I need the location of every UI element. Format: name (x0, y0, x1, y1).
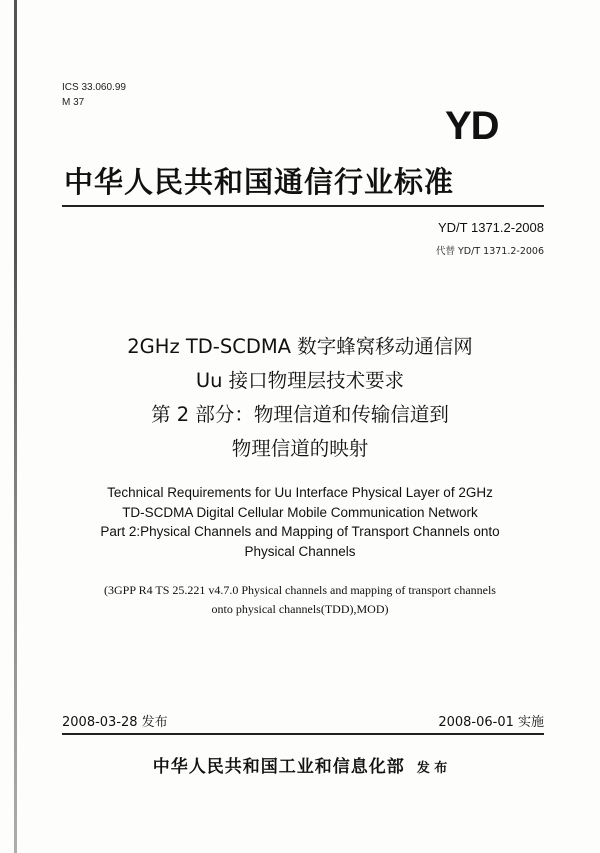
chinese-title-line: Uu 接口物理层技术要求 (195, 369, 405, 392)
implementation-date: 2008-06-01 实施 (438, 715, 544, 730)
english-title-line: Technical Requirements for Uu Interface Physical Layer of 2GHz (107, 485, 493, 500)
classification-code: M 37 (62, 97, 85, 108)
replaces-standard: 代替 YD/T 1371.2-2006 (435, 246, 544, 257)
top-divider (62, 205, 544, 207)
chinese-title-line: 物理信道的映射 (231, 437, 369, 460)
yd-logo: YD (445, 104, 499, 148)
reference-line: onto physical channels(TDD),MOD) (211, 602, 389, 616)
chinese-title-line: 2GHz TD-SCDMA 数字蜂窝移动通信网 (127, 335, 473, 358)
standard-number: YD/T 1371.2-2008 (438, 220, 544, 235)
english-title-line: Part 2:Physical Channels and Mapping of Transport Channels onto (100, 524, 500, 539)
publisher (40, 752, 560, 777)
english-title (40, 483, 560, 561)
ics-code: ICS 33.060.99 (62, 82, 126, 93)
reference-line: (3GPP R4 TS 25.221 v4.7.0 Physical channels and mapping of transport channels (104, 583, 496, 597)
issue-date: 2008-03-28 发布 (62, 715, 168, 730)
chinese-title-line: 第 2 部分：物理信道和传输信道到 (151, 403, 449, 426)
english-title-line: Physical Channels (244, 543, 356, 559)
publisher-action: 发 布 (416, 761, 448, 776)
bottom-divider (62, 733, 544, 735)
chinese-title (40, 330, 560, 466)
standard-title: 中华人民共和国通信行业标准 (64, 165, 455, 199)
scan-edge (14, 0, 17, 853)
publisher-name: 中华人民共和国工业和信息化部 (152, 757, 405, 777)
reference-note (40, 581, 560, 619)
english-title-line: TD-SCDMA Digital Cellular Mobile Communication Network (122, 504, 478, 520)
